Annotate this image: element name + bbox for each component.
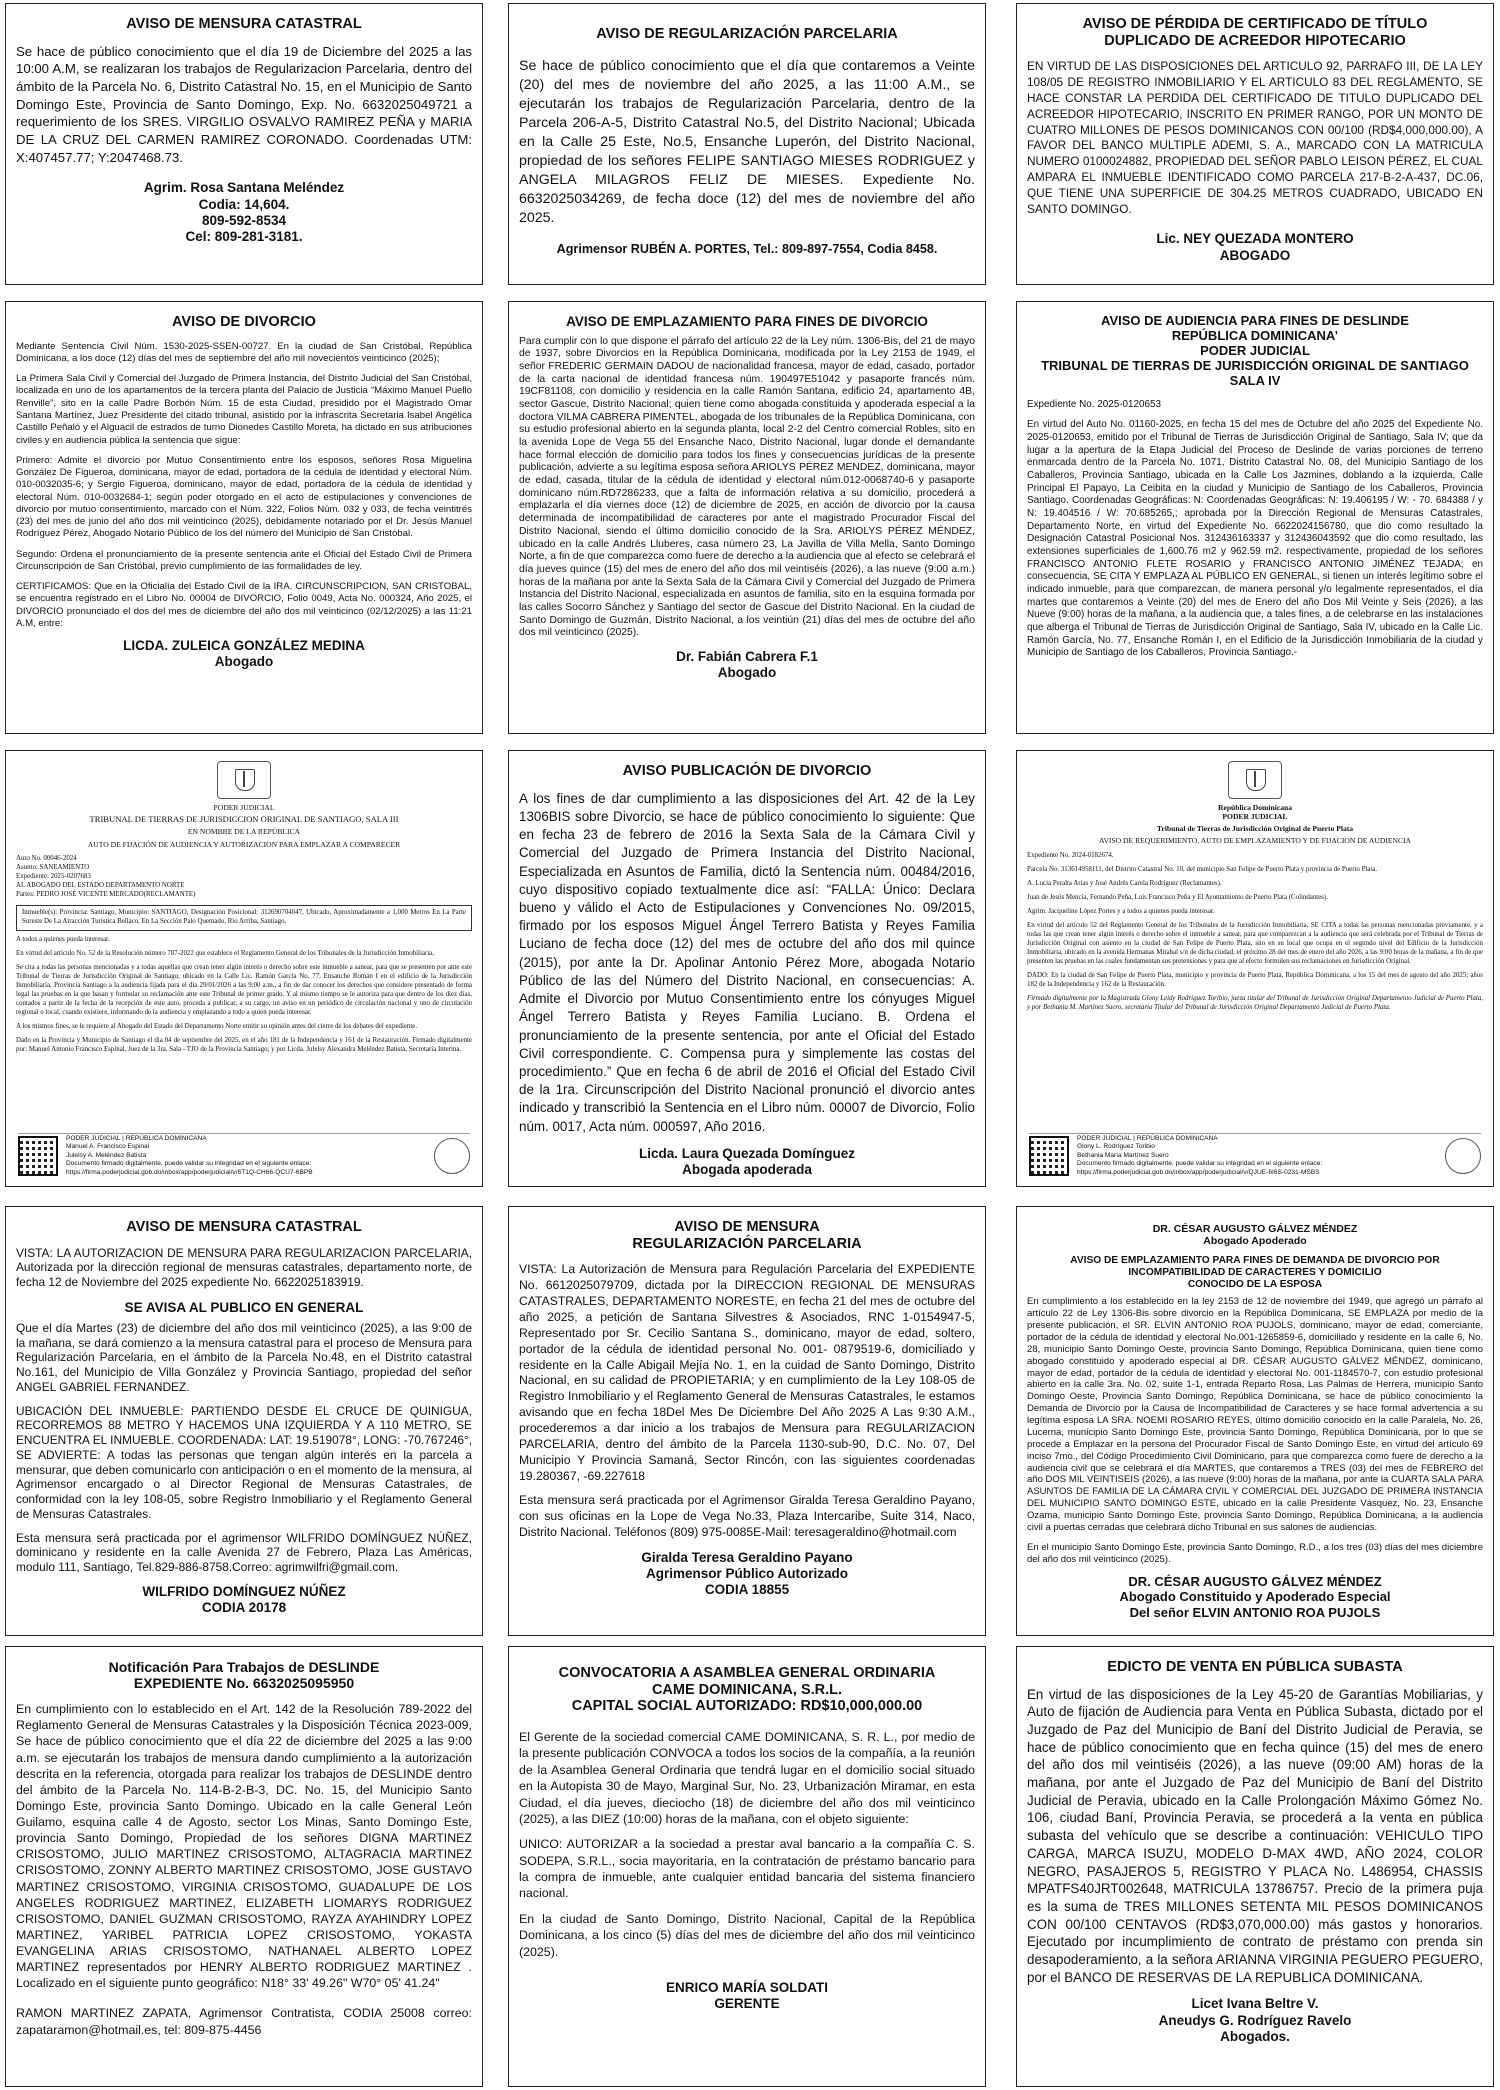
- notice-title: AVISO PUBLICACIÓN DE DIVORCIO: [622, 763, 872, 779]
- validation-link[interactable]: https://firma.poderjudicial.gob.do/inbox/app/poderjudicial/v/QJUE-6I6S-0231-MSBS: [1077, 1168, 1320, 1176]
- notice-signature: Agrimensor RUBÉN A. PORTES, Tel.: 809-897-7554, Codia 8458.: [556, 241, 938, 256]
- notice-signature: Licet Ivana Beltre V. Aneudys G. Rodríguez Ravelo Abogados.: [1158, 1996, 1352, 2044]
- notice-header-lawyer: DR. CÉSAR AUGUSTO GÁLVEZ MÉNDEZ Abogado Apoderado: [1152, 1223, 1358, 1248]
- notice-body: VISTA: LA AUTORIZACION DE MENSURA PARA REGULARIZACION PARCELARIA, Autorizada por la dirección regional de mensuras catastrales, departamento norte, de fecha 12 de Noviembre del 2025 expediente No. 6622025183919.: [16, 1245, 472, 1290]
- notice-signature: Dr. Fabián Cabrera F.1 Abogado: [676, 649, 818, 681]
- notice-mensura-regularizacion: [508, 1206, 986, 1636]
- notice-body: El Gerente de la sociedad comercial CAME DOMINICANA, S. R. L., por medio de la presente publicación CONVOCA a todos los socios de la compañía, a la reunión de la Asamblea General Ordinaria que tendrá lugar en el domicilio social situado en la Autopista 30 de Mayo, Marginal Sur, No. 23, Urbanización Miramar, en esta Ciudad, el día jueves, dieciocho (18) de diciembre del año dos mil veinticinco (2025), a las DIEZ (10:00) horas de la mañana, con el objeto siguiente: UNICO: AUTORIZAR a la sociedad a prestar aval bancario a la compañía C. S. SODEPA, S.R.L., socia mayoritaria, en la contratación de préstamo bancario para la compra de inmueble, ante cualquier entidad bancaria del sistema financiero nacional. En la ciudad de Santo Domingo, Distrito Nacional, Capital de la República Dominicana, a los cinco (5) días del mes de diciembre del año dos mil veinticinco (2025).: [519, 1730, 975, 1959]
- notice-title: AVISO DE MENSURA REGULARIZACIÓN PARCELARIA: [632, 1219, 862, 1252]
- notice-edicto-subasta: [1016, 1646, 1494, 2087]
- court-header: República Dominicana PODER JUDICIAL Tribunal de Tierras de Jurisdicción Original de Puerto Plata AVISO DE REQUERIMIENTO, AUTO DE EMPLAZAMIENTO Y DE FIJACION DE AUDIENCIA: [1098, 803, 1412, 846]
- court-seal-icon: [1445, 1138, 1481, 1174]
- notice-title: AVISO DE DIVORCIO: [172, 314, 316, 330]
- qr-code-icon[interactable]: [1029, 1136, 1069, 1176]
- notice-body: Que el día Martes (23) de diciembre del año dos mil veinticinco (2025), a las 9:00 de la mañana, se dará comienzo a la mensura catastral para el proceso de Mensura para Regularización Parcelaria, en el ámbito de la Parcela No.48, en el Distrito catastral No.161, del Municipio de Villa González y Provincia Santiago, propiedad del señor ANGEL GABRIEL FERNANDEZ. UBICACIÓN DEL INMUEBLE: PARTIENDO DESDE EL CRUCE DE QUINIGUA, RECORREMOS 88 METRO Y HACEMOS UNA IZQUIERDA Y A 110 METRO, SE ENCUENTRA EL INMUEBLE. COORDENADA: LAT: 19.519078°, LONG: -70.767246°, SE ADVIERTE: A todas las personas que tengan algún interés en la parcela a mensurar, que deben comunicarlo con anticipación o en el momento de la mensura, al Agrimensor encargado o al Director Regional de Mensuras Catastrales, de conformidad con la ley 108-05, sobre Registro Inmobiliario y el Reglamento General de Mensuras Catastrales. Esta mensura será practicada por el agrimensor WILFRIDO DOMÍNGUEZ NÚÑEZ, dominicano y residente en la calle Avenida 27 de Febrero, Plaza Las Américas, modulo 111, Santiago, Tel.829-886-8758.Correo: agrimwilfri@gmail.com.: [16, 1320, 472, 1575]
- qr-code-icon[interactable]: [18, 1136, 58, 1176]
- notice-body: En cumplimiento a los establecido en la ley 2153 de 12 de noviembre del 1949, que agregó un párrafo al artículo 22 de Ley 1306-Bis sobre divorcio en la República Dominicana, SE EMPLAZA por medio de la presente publicación, el SR. ELVIN ANTONIO ROA PUJOLS, dominicano, mayor de edad, comerciante, portador de la cédula de identidad y electoral No.001-1265859-6, domiciliado y residente en la calle 6, No. 28, municipio Santo Domingo Oeste, provincia Santo Domingo, República Dominicana, quien tiene como abogado constituido y apoderado especial al DR. CÉSAR AUGUSTO GÁLVEZ MÉNDEZ, dominicano, mayor de edad, portador de la cédula de identidad y electoral No. 001-1184570-7, con estudio profesional abierto en la calle 3ra. No. 02, suite 1-1, entrada Reparto Rosa, Las Palmas de Herrera, municipio Santo Domingo Oeste, Provincia Santo Domingo, República Dominicana, se hace de público conocimiento la Demanda de Divorcio por la Causa de Incompatibilidad de Caracteres y se hace formal advertencia a su legítima esposa LA SRA. NOEMI ROSARIO REYES, último domicilio conocido en la calle Paralela, No. 26, Lucerna, municipio Santo Domingo Este, provincia Santo Domingo, República Dominicana, por lo que se procede a Emplazar en la persona del Procurador Fiscal de Santo Domingo Este, en virtud del artículo 69 inciso 7mo., del Código Procedimiento Civil Dominicano, para que comparezca como fuere de derecho a la audiencia civil que se celebrará el día MARTES, que contaremos a TRES (03) del mes de FEBRERO del año DOS MIL VEINTISEIS (2026), a las nueve (9:00) horas de la mañana, por ante la CUARTA SALA PARA ASUNTOS DE FAMILIA DE LA CÁMARA CIVIL Y COMERCIAL DEL JUZGADO DE PRIMERA INSTANCIA DEL MUNICIPIO SANTO DOMINGO ESTE, ubicado en la calle Presidente Vásquez, No. 23, Ensanche Ozama, municipio Santo Domingo Este, provincia Santo Domingo, República Dominicana, a la audiencia civil a puertas cerradas que celebrará dicho Tribunal en sus salones de audiencias. En el municipio Santo Domingo Este, provincia Santo Domingo, R.D., a los tres (03) días del mes diciembre del año dos mil veinticinco (2025).: [1027, 1296, 1483, 1565]
- notice-signature: Licda. Laura Quezada Domínguez Abogada apoderada: [638, 1145, 856, 1178]
- notice-audiencia-deslinde: [1016, 301, 1494, 734]
- notice-title: AVISO DE AUDIENCIA PARA FINES DE DESLINDE REPÚBLICA DOMINICANA’ PODER JUDICIAL TRIBUNAL DE TIERRAS DE JURISDICCIÓN ORIGINAL DE SANTIAGO SALA IV: [1041, 313, 1469, 388]
- notice-body: Se hace de público conocimiento que el día 19 de Diciembre del 2025 a las 10:00 A.M, se realizaran los trabajos de Regularizacion Parcelaria, dentro del ámbito de la Parcela No. 6, Distrito Catastral No. 15, en el Municipio de Santo Domingo Este, Provincia de Santo Domingo, Exp. No. 6632025049721 a requerimiento de los SRES. VIRGILIO OSVALVO RAMIREZ PEÑA y MARIA DE LA CRUZ DEL CARMEN RAMIREZ CORONADO. Coordenadas UTM: X:407457.77; Y:2047468.73.: [16, 43, 472, 165]
- notice-regularizacion-parcelaria: [508, 3, 986, 285]
- notice-body: EN VIRTUD DE LAS DISPOSICIONES DEL ARTICULO 92, PARRAFO III, DE LA LEY 108/05 DE REGISTRO INMOBILIARIO Y EL ARTICULO 83 DEL REGLAMENTO, SE HACE CONSTAR LA PERDIDA DEL CERTIFICADO DE TITULO DUPLICADO DEL ACREEDOR HIPOTECARIO, INSCRITO EN PRIMER RANGO, POR UN MONTO DE CUATRO MILLONES DE PESOS DOMINICANOS CON 00/100 (RD$4,000,000.00), A FAVOR DEL BANCO MULTIPLE ADEMI, S. A., MARCADO CON LA MATRICULA NUMERO 0100024882, PROPIEDAD DEL SEÑOR PABLO LEISON PÉREZ, EL CUAL AMPARA EL INMUEBLE IDENTIFICADO COMO PARCELA 217-B-2-A-437, DC.06, QUE TIENE UNA SUPERFICIE DE 304.25 METROS CUADRADO, UBICADO EN SANTO DOMINGO.: [1027, 59, 1483, 216]
- notice-body: En cumplimiento con lo establecido en el Art. 142 de la Resolución 789-2022 del Reglamento General de Mensuras Catastrales y la Disposición Técnica 2023-009, Se hace de público conocimiento que el día 22 de diciembre del 2025 a las 9:00 a.m. se ejecutarán los trabajos de mensura dando cumplimiento a la autorización descrita en la referencia, otorgada para realizar los trabajos de DESLINDE dentro del ámbito de la Parcela No. 114-B-2-B-3, DC. No. 15, del Municipio Santo Domingo Este, provincia Santo Domingo. Ubicado en la calle General León Guilamo, esquina calle 4 de Agosto, sector Los Minas, Santo Domingo Este, provincia Santo Domingo, Propiedad de los señores DIGNA MARTINEZ CRISOSTOMO, JULIO MARTINEZ CRISOSTOMO, ALTAGRACIA MARTINEZ CRISOSTOMO, ZONNY ALBERTO MARTINEZ CRISOSTOMO, JOSE GUSTAVO MARTINEZ CRISOSTOMO, VIRGINIA CRISOSTOMO, GUADALUPE DE LOS ANGELES RODRIGUEZ MARTINEZ, ELIZABETH LIOMARYS RODRIGUEZ CRISOSTOMO, DANIEL GUZMAN CRISOSTOMO, RAYZA AYAHINDRY LOPEZ MARTINEZ, YARIBEL PATRICIA LOPEZ CRISOSTOMO, YOKASTA EVANGELINA ARIAS CRISOSTOMO, NATHANAEL ALBERTO LOPEZ MARTINEZ representados por HENRY ALBERTO RODRIGUEZ MARTINEZ . Localizado en el siguiente punto geográfico: N18° 33' 49.26" W70° 05' 41.24" RAMON MARTINEZ ZAPATA, Agrimensor Contratista, CODIA 25008 correo: zapataramon@hotmail.es, tel: 809-875-4456: [16, 1702, 472, 2037]
- notice-mensura-catastral-2: [5, 1206, 483, 1636]
- digital-signature-footer: PODER JUDICIAL | REPÚBLICA DOMINICANA Glony L. Rodríguez Toribio Bethania María Martínez Suero Documento firmado digitalmente, puede validar su integridad en el siguiente enlace: https://firma.poderjudicial.gob.do/inbox/app/poderjudicial/v/QJUE-6I6S-0231-MSBS: [1029, 1133, 1481, 1178]
- notice-mensura-catastral-1: [5, 3, 483, 285]
- notice-body: Auto No. 00046-2024 Asunto: SANEAMIENTO Expediente: 2025-0207683 AL ABOGADO DEL ESTADO DEPARTAMENTO NORTE Partes: PEDRO JOSÉ VICENTE MERCADO(RECLAMANTE) Inmueble(s): Provincia: Santiago, Municipio: SANTIAGO, Designación Posicional: 312690704047, Ubicado, Aproximadamente a 1,000 Metros En La Parte Sureste De La Atracción Turística Bellaco, En La Sección Palo Quemado, Río Arriba, Santiago. A todos a quienes pueda interesar. En virtud del artículo No. 52 de la Resolución número 787-2022 que establece el Reglamento General de los Tribunales de la Jurisdicción Inmobiliaria, Se cita a todas las personas mencionadas y a todas aquellas que crean tener algún interés o derecho sobre este inmueble a sanear, para que se presenten por ante este Tribunal de Tierras de Jurisdicción Original de Santiago, ubicado en la Calle Lic. Ramón García No. 77, Ensanche Román I en el edificio de la Jurisdicción Inmobiliaria, Provincia Santiago a la audiencia fijada para el día 29/01/2026 a las 9:00 a.m., a fin de dar conocer los derechos que considere presentado de forma legal las pruebas en la que basan y formular su reclamación ante este Tribunal de primer grado. Y al mismo tiempo se le autoriza para que dentro de los diez días, contados a partir de la fecha de la recepción de este auto, proceda a publicar, a su cargo, un aviso en un periódico de circulación nacional y uno de circulación regional o local, cuando existiere, informando de la audiencia y emplazando a todo a quien pueda interesar. A los mismos fines, se le requiere al Abogado del Estado del Departamento Norte emitir su opinión antes del cierre de los debates del expediente. Dado en la Provincia y Municipio de Santiago el día 04 de septiembre del 2025, en el año 181 de la Independencia y 161 de la Restauración. Firmado digitalmente por: Manuel Antonio Francisco Espinal, Juez de la 3ra. Sala - TJO de la Provincia Santiago; y por Licda. Julelsy Alexandra Meléndez Batista, Secretaria Interina.: [16, 855, 472, 1053]
- notice-title: AVISO DE EMPLAZAMIENTO PARA FINES DE DEMANDA DE DIVORCIO POR INCOMPATIBILIDAD DE CARACTERES Y DOMICILIO CONOCIDO DE LA ESPOSA: [1070, 1255, 1440, 1290]
- notice-body: Para cumplir con lo que dispone el párrafo del artículo 22 de la Ley núm. 1306-Bis, del 21 de mayo de 1937, sobre Divorcios en la República Dominicana, modificada por la Ley 2153 de 1949, el señor FREDERIC GERMAIN DADOU de nacionalidad francesa, mayor de edad, casado, portador de la carta nacional de identidad francesa núm. 190497E51042 y pasaporte francés núm. 19CF81108, con domicilio y residencia en la calle Ramón Santana, edificio 24, apartamento 4B, sector Gascue, Distrito Nacional; quien tiene como abogada constituida y apoderada especial a la doctora VILMA CABRERA PIMENTEL, abogada de los tribunales de la República Dominicana, con su estudio profesional abierto en la segunda planta, local 2-2 del Centro comercial Robles, sito en la avenida Lope de Vega 55 del Ensanche Naco, Distrito Nacional, lugar donde el demandante hace formal elección de domicilio para todos los fines y consecuencias jurídicas de la presente publicación, advierte a su legítima esposa señora ARIOLYS PÉREZ MENDEZ, dominicana, mayor de edad, casada, titular de la cédula de identidad y electoral núm.012-0068740-6 y pasaporte dominicano núm.RD7286233, que a falta de información relativa a su domicilio, procederá a emplazarla el día viernes doce (12) de diciembre de 2025, en acción de divorcio por la causa determinada de incompatibilidad de caracteres por ante el magistrado Procurador Fiscal del Distrito Nacional, siendo el último domicilio conocido de la Sra. ARIOLYS PÉREZ MÉNDEZ, ubicado en la calle Andrés Lluberes, casa número 23, La Javilla de Villa Mella, Santo Domingo Norte, a fin de que comparezca como fuere de derecho a la audiencia que al efecto se celebrará el día jueves quince (15) del mes de enero del año dos mil veintiséis (2026), a las nueve (9:00 a.m.) horas de la mañana por ante la Sexta Sala de la Cámara Civil y Comercial del Juzgado de Primera Instancia del Distrito Nacional, especializada en asuntos de familia, sito en la esquina formada por las calles Socorro Sánchez y Santiago del sector de Gascue del Distrito Nacional. En la ciudad de Santo Domingo de Guzmán, Distrito Nacional, a los veintiún (21) días del mes de octubre del año dos mil veinticinco (2025).: [519, 335, 975, 639]
- notice-perdida-certificado: [1016, 3, 1494, 285]
- property-box: Inmueble(s): Provincia: Santiago, Municipio: SANTIAGO, Designación Posicional: 312690704047, Ubicado, Aproximadamente a 1,000 Metros En La Parte Sureste De La Atracción Turística Bellaco, En La Sección Palo Quemado, Río Arriba, Santiago.: [16, 905, 472, 931]
- notice-title: EDICTO DE VENTA EN PÚBLICA SUBASTA: [1107, 1659, 1403, 1675]
- notice-signature: Giralda Teresa Geraldino Payano Agrimensor Público Autorizado CODIA 18855: [641, 1549, 853, 1598]
- notice-requerimiento-puerto-plata: [1016, 750, 1494, 1187]
- notice-convocatoria-asamblea: [508, 1646, 986, 2087]
- notice-body: Mediante Sentencia Civil Núm. 1530-2025-SSEN-00727. En la ciudad de San Cristóbal, República Dominicana, a los doce (12) días del mes de septiembre del año mil novecientos veinticinco (2025); La Primera Sala Civil y Comercial del Juzgado de Primera Instancia, del Distrito Judicial del San Cristóbal, localizada en uno de los apartamentos de la tercera planta del Palacio de Justicia “Máximo Manuel Puello Renville”, sito en la calle Padre Borbón Núm. 15 de esta Ciudad, presidido por el Magistrado Omar Santana Martínez, Juez Presidente del citado tribunal, asistido por la infrascrita Secretaria Isabel Angélica Castillo Peñaló y el Alguacil de estrados de turno Dionedes Castillo Moreta, ha dictado en sus atribuciones civiles y en audiencia pública la sentencia que sigue: Primero: Admite el divorcio por Mutuo Consentimiento entre los esposos, señores Rosa Miguelina González De Figueroa, dominicana, mayor de edad, portadora de la cédula de identidad y electoral Núm. 010-0032035-6; y Sergio Figueroa, dominicano, mayor de edad, portadora de la cédula de identidad y electoral Núm. 010-0032684-1; según poder otorgado en el acto de estipulaciones y convenciones de divorcio por mutuo consentimiento, marcado con el Núm. 322, Folios Núm. 032 y 033, de fecha veintitrés (23) del mes de junio del año dos mil veinticinco (2025), debidamente notariado por el Dr. Jesús Manuel Rodríguez Pérez, Abogado Notario Público de los del número del Municipio de San Cristóbal. Segundo: Ordena el pronunciamiento de la presente sentencia ante el Oficial del Estado Civil de Primera Circunscripción de San Cristóbal, previo cumplimiento de las formalidades de ley. CERTIFICAMOS: Que en la Oficialía del Estado Civil de la IRA. CIRCUNSCRIPCION, SAN CRISTOBAL, se encuentra registrado en el Libro No. 00004 de DIVORCIO, Folio 0049, Acta No. 000324, Año 2025, el DIVORCIO pronunciado el dos del mes de diciembre del año dos mil veinticinco (02/12/2025) a las 11:21 A.M, entre:: [16, 340, 472, 629]
- notice-emplazamiento-divorcio: [508, 301, 986, 734]
- court-emblem-icon: [1228, 761, 1282, 799]
- notice-deslinde: [5, 1646, 483, 2087]
- notice-emplazamiento-incompatibilidad: [1016, 1206, 1494, 1636]
- notice-signature: Lic. NEY QUEZADA MONTERO ABOGADO: [1156, 231, 1354, 263]
- notice-body: A los fines de dar cumplimiento a las disposiciones del Art. 42 de la Ley 1306BIS sobre Divorcio, se hace de público conocimiento lo siguiente: Que en fecha 23 de febrero de 2016 la Sexta Sala de la Cámara Civil y Comercial del Juzgado de Primera Instancia del Distrito Nacional, Especializada en Asuntos de Familia, dictó la Sentencia núm. 00484/2016, cuyo dispositivo copiado textualmente dice así: “FALLA: Único: Declara bueno y válido el Acto de Estipulaciones y Convenciones No. 09/2015, firmado por los esposos Miguel Ángel Terrero Batista y Reyes Familia Luciano de fecha doce (12) del mes de octubre del año dos mil quince (2015), por ante la Dr. Apolinar Antonio Pérez More, abogada Notario Público de las del Número del Distrito Nacional, en consecuencias: A. Admite el Divorcio por Mutuo Consentimiento entre los cónyuges Miguel Ángel Terrero Batista y Reyes Familia Luciano. B. Ordena el pronunciamiento de la presente sentencia, por ante el Oficial del Estado Civil correspondiente. C. Compensa pura y simplemente las costas del procedimiento.” Que en fecha 6 de abril de 2016 el Oficial del Estado Civil de la 1ra. Circunscripción del Distrito Nacional pronunció el divorcio antes indicado y transcribió la Sentencia en el Libro núm. 00007 de Divorcio, Folio núm. 0017, Acta núm. 000597, Año 2016.: [519, 790, 975, 1134]
- court-seal-icon: [434, 1138, 470, 1174]
- notice-aviso-divorcio: [5, 301, 483, 734]
- notice-body: Expediente No. 2025-0120653 En virtud del Auto No. 01160-2025, en fecha 15 del mes de Octubre del año 2025 del Expediente No. 2025-0120653, emitido por el Tribunal de Tierras de Jurisdicción Original de Santiago, Sala IV; que da lugar a la apertura de la Etapa Judicial del Proceso de Deslinde de varias porciones de terreno enmarcada dentro de la Parcela No. 1071, Distrito Catastral No. 08, del Municipio Santiago de los Caballeros, Provincia Santiago, ubicada en la Calle Los Jazmines, doblando a la izquierda, Calle Principal El Papayo, La Ceibita en la ciudad y Municipio de Santiago de los Caballeros, Provincia Santiago. Coordenadas Geográficas: N: Coordenadas Geográficas: N: 19.406195 / W: - 70. 684388 / y N: 19.404516 / W: 70.685265,; aprobada por la Dirección Regional de Mensuras Catastrales, Departamento Norte, en virtud del Expediente No. 6622024156780, que dio como resultado la Designación Catastral Posicional Nos. 312436163337 y 312436043592 que dio como resultado, las extensiones superficiales de 1,600.76 m2 y 962.59 m2. respectivamente, propiedad de los señores FRANCISCO ANTONIO FLETE ROSARIO y FRANCISCO ANTONIO JIMÉNEZ TEJADA; en consecuencia, SE CITA Y EMPLAZA AL PÚBLICO EN GENERAL, si tienen un interés legítimo sobre el indicado inmueble, para que comparezcan, de manera personal y/o legalmente representados, el día martes que contaremos a Veinte (20) del mes de Enero del año Dos Mil Veinte y Seis (2026), a las Nueve (9:00) horas de la mañana, a la audiencia que, a tales fines, a de celebrarse en las instalaciones que alberga el Tribunal de Tierras de Jurisdicción Original de Santiago, Sala IV, ubicado en la Calle Lic. Ramón García, No. 77, Ensanche Román I, en el Edificio de la Jurisdicción Inmobiliaria de la ciudad y Municipio de Santiago de los Caballeros, Provincia Santiago.-: [1027, 398, 1483, 659]
- validation-link[interactable]: https://firma.poderjudicial.gob.do/inbox/app/poderjudicial/v/6T1Q-CH66-QCU7-6BPB: [66, 1168, 313, 1176]
- notice-publicacion-divorcio: [508, 750, 986, 1187]
- notice-body: En virtud de las disposiciones de la Ley 45-20 de Garantías Mobiliarias, y Auto de fijación de Audiencia para Venta en Pública Subasta, dictado por el Juzgado de Paz del Municipio de Baní del Distrito Judicial de Peravia, se hace de público conocimiento que en fecha quince (15) del mes de enero del año dos mil veintiséis (2026), a las nueve (09:00 AM) horas de la mañana, por ante el Juzgado de Paz del Municipio de Baní del Distrito Judicial de Peravia, ubicado en la Calle Prolongación Máximo Gómez No. 106, ciudad Baní, Provincia Peravia, se procederá a la venta en pública subasta del vehículo que se describe a continuación: VEHICULO TIPO CARGA, MARCA ISUZU, MODELO D-MAX 4WD, AÑO 2024, COLOR NEGRO, PASAJEROS 5, REGISTRO Y PLACA No. L486954, CHASSIS MPATFS40JRT002648, MATRICULA 13786757. Precio de la primera puja es la suma de TRES MILLONES SETENTA MIL PESOS DOMINICANOS CON 00/100 CENTAVOS (RD$3,070,000.00) más gastos y honorarios. Ejecutado por incumplimiento de contrato de préstamo con prenda sin desapoderamiento, a la señora ARIANNA VIRGINIA PEGUERO PEGUERO, por el BANCO DE RESERVAS DE LA REPUBLICA DOMINICANA.: [1027, 1686, 1483, 1985]
- notice-signature: Agrim. Rosa Santana Meléndez Codia: 14,604. 809-592-8534 Cel: 809-281-3181.: [143, 180, 345, 245]
- notice-body: Expediente No. 2024-0182674. Parcela No. 313614958111, del Distrito Catastral No. 10, del municipio San Felipe de Puerto Plata y provincia de Puerto Plata. A. Lucia Peralta Arias y José Andrés Carela Rodríguez (Reclamantes). Juan de Jesús Mencía, Fernando Peña, Luis Francisco Peña y El Ayuntamiento de Puerto Plata (Colindantes). Agrim. Jacqueline López Portes y a todos a quienes pueda interesar. En virtud del artículo 52 del Reglamento General de los Tribunales de la Jurisdicción Inmobiliaria, SE CITA a todas las personas mencionadas previamente, y a todas las que crean tener algún interés o derecho sobre el inmueble a sanear, para que comparezcan a la audiencia que será celebrada por el Tribunal de Tierras de Jurisdicción Original con asiento en la ciudad de San Felipe de Puerto Plata, sito en su local que ocupa en el segundo nivel del Edificio de la Jurisdicción Inmobiliaria, ubicado en la avenida Hermanas Mirabal s/n de dicha ciudad, el próximo 28 del mes de enero del año 2026, a las 9:00 horas de la mañana, a fin de que presenten las pruebas en las cuales fundamentan sus pretensiones y para que al efecto formulen sus reclamaciones en Jurisdicción Original. DADO: En la ciudad de San Felipe de Puerto Plata, municipio y provincia de Puerto Plata, República Dominicana, a los 15 del mes de agosto del año 2025; años 182 de la Independencia y 162 de la Restauración. Firmado digitalmente por la Magistrada Glony Leidy Rodríguez Toribio, jueza titular del Tribunal de Jurisdicción Original Departamento Judicial de Puerto Plata, y por Bethania M. Martínez Suero, secretaria Titular del Tribunal de Jurisdicción Original Departamento Judicial de Puerto Plata.: [1027, 851, 1483, 1011]
- court-header: PODER JUDICIAL TRIBUNAL DE TIERRAS DE JURISDICCION ORIGINAL DE SANTIAGO, SALA III EN NOMBRE DE LA REPÚBLICA AUTO DE FIJACIÓN DE AUDIENCIA Y AUTORIZACION PARA EMPLAZAR A COMPARECER: [87, 803, 401, 849]
- notice-title: AVISO DE MENSURA CATASTRAL: [126, 1219, 362, 1235]
- digital-signature-footer: PODER JUDICIAL | REPÚBLICA DOMINICANA Manuel A. Francisco Espinal Julelsy A. Meléndez Batista Documento firmado digitalmente, puede validar su integridad en el siguiente enlace: https://firma.poderjudicial.gob.do/inbox/app/poderjudicial/v/6T1Q-CH66-QCU7-6BPB: [18, 1133, 470, 1178]
- notice-body: Se hace de público conocimiento que el día que contaremos a Veinte (20) del mes de noviembre del año 2025, a las 11:00 A.M., se ejecutarán los trabajos de Regularización Parcelaria, dentro de la Parcela 206-A-5, Distrito Catastral No.5, del Distrito Nacional; Ubicada en la Calle 25 Este, No.5, Ensanche Luperón, del Distrito Nacional, propiedad de los señores FELIPE SANTIAGO MIESES RODRIGUEZ y ANGELA MILAGROS FELIZ DE MIESES. Expediente No. 6632025034269, de fecha doce (12) del mes de noviembre del año 2025.: [519, 57, 975, 226]
- notice-title: CONVOCATORIA A ASAMBLEA GENERAL ORDINARIA CAME DOMINICANA, S.R.L. CAPITAL SOCIAL AUTORIZADO: RD$10,000,000.00: [558, 1665, 936, 1715]
- notice-signature: WILFRIDO DOMÍNGUEZ NÚÑEZ CODIA 20178: [142, 1583, 346, 1616]
- notice-title: AVISO DE MENSURA CATASTRAL: [126, 16, 362, 32]
- notice-auto-fijacion-audiencia: [5, 750, 483, 1187]
- notice-signature: LICDA. ZULEICA GONZÁLEZ MEDINA Abogado: [123, 638, 365, 670]
- court-emblem-icon: [217, 761, 271, 799]
- notice-subtitle: SE AVISA AL PUBLICO EN GENERAL: [124, 1299, 364, 1315]
- notice-signature: DR. CÉSAR AUGUSTO GÁLVEZ MÉNDEZ Abogado Constituido y Apoderado Especial Del señor ELVIN ANTONIO ROA PUJOLS: [1119, 1573, 1391, 1620]
- notice-body: VISTA: La Autorización de Mensura para Regulación Parcelaria del EXPEDIENTE No. 6612025079709, dictada por la DIRECCION REGIONAL DE MENSURAS CATASTRALES, DEPARTAMENTO NORESTE, en fecha 21 del mes de octubre del año 2025, a petición de Santana Silvestres & Asociados, RNC 1-0154947-5, Representado por Sr. Cecilio Santana S., dominicano, mayor de edad, soltero, portador de la cédula de identidad personal No. 001- 0879519-6, domiciliado y residente en la Calle Abigail Mejía No. 1, en la cuidad de Santo Domingo, Distrito Nacional, en su calidad de PROPIETARIA; y en cumplimiento de la Ley 108-05 de Registro Inmobiliario y el Reglamento General de Mensuras Catastrales, le estamos avisando que en fecha 18Del Mes De Diciembre Del Año 2025 A Las 9:30 A.M., procederemos a dar inicio a los trabajos de Mensura para REGULARIZACION PARCELARIA, dentro del ámbito de la Parcela 1130-sub-90, D.C. No. 07, Del Municipio Y Provincia Samaná, Sector Rincón, con las siguientes coordenadas 19.280367, -69.227618 Esta mensura será practicada por el Agrimensor Giralda Teresa Geraldino Payano, con sus oficinas en la Lope de Vega No.33, Plaza Intercaribe, Suite 314, Naco, Distrito Nacional. Teléfonos (809) 975-0085E-Mail: teresageraldino@hotmail.com: [519, 1262, 975, 1540]
- notice-title: Notificación Para Trabajos de DESLINDE EXPEDIENTE No. 6632025095950: [108, 1659, 380, 1692]
- notice-signature: ENRICO MARÍA SOLDATI GERENTE: [666, 1979, 828, 2012]
- notice-title: AVISO DE EMPLAZAMIENTO PARA FINES DE DIVORCIO: [566, 314, 928, 329]
- notice-title: AVISO DE REGULARIZACIÓN PARCELARIA: [596, 26, 898, 42]
- notice-title: AVISO DE PÉRDIDA DE CERTIFICADO DE TÍTULO DUPLICADO DE ACREEDOR HIPOTECARIO: [1082, 16, 1428, 49]
